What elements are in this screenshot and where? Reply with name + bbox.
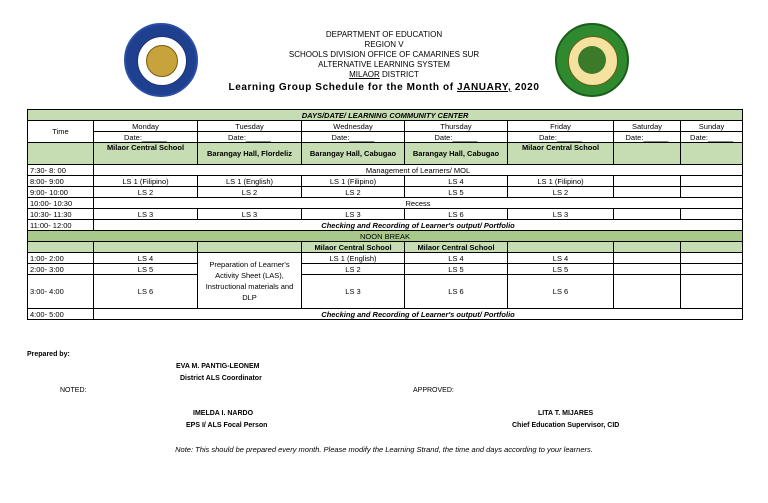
span-cell-checking-pm: Checking and Recording of Learner's output/ Portfolio	[94, 309, 743, 320]
noted-name: IMELDA I. NARDO	[193, 410, 254, 417]
schedule-cell: LS 5	[508, 264, 614, 275]
center-wednesday: Barangay Hall, Cabugao	[302, 143, 405, 165]
pm-center-thursday: Milaor Central School	[405, 242, 508, 253]
center-thursday: Barangay Hall, Cabugao	[405, 143, 508, 165]
schedule-cell	[681, 176, 743, 187]
schedule-cell	[614, 187, 681, 198]
schedule-table	[27, 109, 743, 320]
schedule-cell: LS 6	[508, 275, 614, 309]
center-saturday	[614, 143, 681, 165]
span-cell-mol: Management of Learners/ MOL	[94, 165, 743, 176]
schedule-cell: LS 2	[302, 187, 405, 198]
noon-break-banner: NOON BREAK	[28, 231, 743, 242]
schedule-cell	[614, 275, 681, 309]
schedule-cell	[614, 253, 681, 264]
date-sunday: Date:______	[681, 132, 743, 143]
approved-label: APPROVED:	[413, 387, 454, 394]
prepared-name: EVA M. PANTIG-LEONEM	[176, 363, 260, 370]
tuesday-preparation-cell: Preparation of Learner's Activity Sheet (LAS), Instructional materials and DLP	[198, 253, 302, 309]
time-cell: 4:00- 5:00	[28, 309, 94, 320]
date-thursday: Date:______	[405, 132, 508, 143]
table-row	[28, 309, 743, 320]
table-row	[28, 209, 743, 220]
day-friday: Friday	[508, 121, 614, 132]
schedule-cell	[681, 187, 743, 198]
approved-title: Chief Education Supervisor, CID	[512, 422, 620, 429]
schedule-cell: LS 3	[302, 275, 405, 309]
time-cell: 7:30- 8: 00	[28, 165, 94, 176]
time-header: Time	[28, 121, 94, 143]
date-saturday: Date:______	[614, 132, 681, 143]
pm-center-blank	[681, 242, 743, 253]
noted-title: EPS I/ ALS Focal Person	[186, 422, 268, 429]
table-row	[28, 187, 743, 198]
time-cell: 8:00- 9:00	[28, 176, 94, 187]
time-cell: 9:00- 10:00	[28, 187, 94, 198]
time-cell: 1:00- 2:00	[28, 253, 94, 264]
table-row	[28, 253, 743, 264]
schedule-cell: LS 5	[405, 187, 508, 198]
schedule-cell: LS 4	[405, 176, 508, 187]
center-monday: Milaor Central School	[94, 143, 198, 165]
time-cell: 2:00- 3:00	[28, 264, 94, 275]
header-department: DEPARTMENT OF EDUCATION	[325, 30, 443, 39]
prepared-title: District ALS Coordinator	[180, 375, 262, 382]
title-prefix: Learning Group Schedule for the Month of	[228, 82, 457, 93]
pm-center-blank	[614, 242, 681, 253]
schedule-cell	[681, 209, 743, 220]
schedule-cell: LS 1 (English)	[198, 176, 302, 187]
schedule-cell: LS 4	[405, 253, 508, 264]
table-row	[28, 176, 743, 187]
table-row	[28, 143, 743, 165]
center-sunday	[681, 143, 743, 165]
table-row	[28, 275, 743, 309]
center-time-blank	[28, 143, 94, 165]
day-saturday: Saturday	[614, 121, 681, 132]
date-friday: Date:______	[508, 132, 614, 143]
schedule-cell: LS 3	[302, 209, 405, 220]
schedule-cell	[681, 264, 743, 275]
table-row	[28, 165, 743, 176]
header-region: REGION V	[364, 40, 404, 49]
table-row	[28, 264, 743, 275]
header-division: SCHOOLS DIVISION OFFICE OF CAMARINES SUR	[288, 50, 480, 59]
schedule-cell	[681, 253, 743, 264]
day-tuesday: Tuesday	[198, 121, 302, 132]
title-month: JANUARY,	[457, 82, 512, 93]
schedule-cell	[614, 176, 681, 187]
schedule-cell: LS 2	[508, 187, 614, 198]
table-row	[28, 132, 743, 143]
center-tuesday: Barangay Hall, Flordeliz	[198, 143, 302, 165]
prepared-label: Prepared by:	[27, 351, 70, 358]
top-banner: DAYS/DATE/ LEARNING COMMUNITY CENTER	[28, 110, 743, 121]
header-als: ALTERNATIVE LEARNING SYSTEM	[318, 60, 450, 69]
pm-center-wednesday: Milaor Central School	[302, 242, 405, 253]
page-title	[0, 82, 768, 93]
pm-center-blank	[94, 242, 198, 253]
title-year: 2020	[511, 82, 540, 93]
time-cell: 3:00- 4:00	[28, 275, 94, 309]
schedule-cell: LS 3	[198, 209, 302, 220]
date-wednesday: Date:______	[302, 132, 405, 143]
table-row	[28, 220, 743, 231]
schedule-cell	[681, 275, 743, 309]
district-name: MILAOR	[349, 70, 380, 79]
table-row	[28, 121, 743, 132]
footer-note: Note: This should be prepared every month. Please modify the Learning Strand, the time and days according to your learners.	[175, 445, 593, 454]
day-wednesday: Wednesday	[302, 121, 405, 132]
schedule-cell: LS 5	[94, 264, 198, 275]
header-district	[0, 70, 768, 80]
span-cell-checking: Checking and Recording of Learner's output/ Portfolio	[94, 220, 743, 231]
approved-name: LITA T. MIJARES	[538, 410, 594, 417]
district-suffix: DISTRICT	[379, 70, 419, 79]
schedule-cell: LS 6	[405, 209, 508, 220]
schedule-cell	[614, 209, 681, 220]
schedule-cell: LS 1 (English)	[302, 253, 405, 264]
day-thursday: Thursday	[405, 121, 508, 132]
table-row	[28, 110, 743, 121]
schedule-cell: LS 2	[94, 187, 198, 198]
schedule-cell: LS 4	[94, 253, 198, 264]
table-row	[28, 242, 743, 253]
time-cell: 11:00- 12:00	[28, 220, 94, 231]
schedule-cell: LS 2	[302, 264, 405, 275]
span-cell-recess: Recess	[94, 198, 743, 209]
pm-center-blank	[28, 242, 94, 253]
schedule-cell: LS 1 (Filipino)	[508, 176, 614, 187]
schedule-cell: LS 6	[405, 275, 508, 309]
day-sunday: Sunday	[681, 121, 743, 132]
schedule-cell: LS 6	[94, 275, 198, 309]
noted-label: NOTED:	[60, 387, 87, 394]
time-cell: 10:00- 10:30	[28, 198, 94, 209]
date-monday: Date:______	[94, 132, 198, 143]
pm-center-blank	[508, 242, 614, 253]
schedule-cell: LS 1 (Filipino)	[94, 176, 198, 187]
time-cell: 10:30- 11:30	[28, 209, 94, 220]
schedule-cell	[614, 264, 681, 275]
schedule-cell: LS 3	[508, 209, 614, 220]
schedule-cell: LS 3	[94, 209, 198, 220]
day-monday: Monday	[94, 121, 198, 132]
table-row	[28, 198, 743, 209]
schedule-cell: LS 4	[508, 253, 614, 264]
schedule-cell: LS 1 (Filipino)	[302, 176, 405, 187]
schedule-cell: LS 2	[198, 187, 302, 198]
schedule-cell: LS 5	[405, 264, 508, 275]
center-friday: Milaor Central School	[508, 143, 614, 165]
table-row	[28, 231, 743, 242]
pm-center-blank	[198, 242, 302, 253]
date-tuesday: Date:______	[198, 132, 302, 143]
